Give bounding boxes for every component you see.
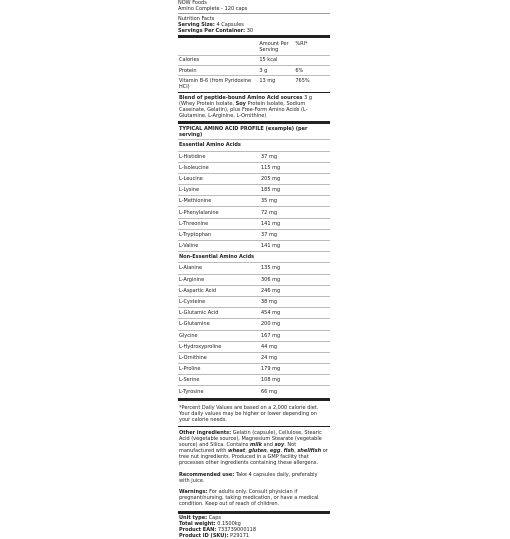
- amino-acid-amount: 66 mg: [261, 388, 277, 395]
- amino-acid-name: L-Hydroxyproline: [179, 343, 222, 350]
- divider: [178, 13, 330, 14]
- info-label: Total weight:: [179, 521, 216, 528]
- blend-amount: 3 g: [304, 94, 313, 101]
- amino-acid-amount: 141 mg: [261, 243, 281, 250]
- list-item: [178, 330, 330, 341]
- amino-acid-name: L-Glutamine: [179, 321, 210, 328]
- serving-size-value: 4 Capsules: [216, 22, 244, 29]
- blend-description: [178, 93, 330, 120]
- ingredients-text: and: [263, 442, 273, 449]
- amino-acid-name: L-Lysine: [179, 187, 200, 194]
- amino-acid-amount: 37 mg: [261, 231, 277, 238]
- amino-acid-amount: 37 mg: [261, 153, 277, 160]
- row-name: Vitamin B-6 (from Pyridoxine HCl): [178, 76, 258, 92]
- ingredients-label: Other ingredients:: [179, 429, 232, 436]
- blend-title: Blend of peptide-bound Amino Acid sources: [179, 94, 303, 101]
- info-value: 733739000118: [217, 527, 257, 534]
- divider: [178, 511, 330, 514]
- allergen-gluten: gluten: [248, 448, 267, 455]
- amino-acid-name: L-Glutamic Acid: [179, 310, 219, 317]
- allergen-wheat: wheat: [227, 448, 246, 455]
- amino-acid-amount: 35 mg: [261, 198, 277, 205]
- info-label: Unit type:: [179, 514, 208, 521]
- list-item: [178, 151, 330, 162]
- list-item: [178, 173, 330, 184]
- list-item: [178, 240, 330, 251]
- list-item: [178, 218, 330, 229]
- row-amount: 15 kcal: [258, 55, 294, 65]
- info-value: 0.1500kg: [217, 521, 241, 528]
- allergen-soy: Soy: [235, 100, 246, 107]
- ingredients-text: or tree nut ingredients. Produced in a GMP facility that processes other ingredients containing these allergens.: [179, 448, 328, 467]
- divider: [178, 35, 330, 38]
- list-item: [178, 296, 330, 307]
- amino-acid-amount: 135 mg: [261, 265, 281, 272]
- row-dv: 765%: [294, 76, 330, 92]
- amino-acid-name: L-Threonine: [179, 220, 209, 227]
- list-item: [178, 374, 330, 385]
- allergen-milk: milk: [249, 442, 262, 449]
- facts-table-header: [178, 39, 330, 55]
- list-item: [178, 307, 330, 318]
- dv-column-header: %RI*: [295, 41, 308, 48]
- list-item: [178, 206, 330, 217]
- ingredients-text: Gelatin (capsule), Cellulose, Stearic Acid (vegetable source), Magnesium Stearate (vegetable source) and Silica. Contains: [179, 429, 322, 449]
- divider: [178, 121, 330, 124]
- facts-title: Nutrition Facts: [178, 16, 215, 23]
- allergen-shellfish: shellfish: [297, 448, 322, 455]
- essential-amino-list: [178, 151, 330, 252]
- amino-acid-name: L-Cysteine: [179, 299, 206, 306]
- amino-acid-amount: 24 mg: [261, 354, 277, 361]
- essential-heading: Essential Amino Acids: [178, 139, 330, 150]
- amino-acid-amount: 185 mg: [261, 187, 281, 194]
- amino-acid-name: L-Valine: [179, 243, 199, 250]
- allergen-egg: egg: [269, 448, 281, 455]
- row-name: Calories: [178, 55, 258, 65]
- use-text: Take 4 capsules daily, preferably with juice.: [179, 471, 318, 484]
- blend-text: Protein Isolate, Sodium Caseinate, Gelatin), plus Free-Form Amino Acids (L-Glutamine, L-Arginine, L-Ornithine): [179, 100, 308, 120]
- list-item: [178, 385, 330, 396]
- table-row: [178, 76, 330, 92]
- amino-acid-name: L-Aspartic Acid: [179, 287, 217, 294]
- amino-acid-name: L-Arginine: [179, 276, 205, 283]
- amino-acid-name: L-Serine: [179, 377, 200, 384]
- servings-per-container: [178, 28, 330, 34]
- footnote: *Percent Daily Values are based on a 2,000 calorie diet. Your daily values may be higher or lower depending on your calorie needs.: [179, 404, 319, 423]
- amino-acid-name: L-Proline: [179, 366, 201, 373]
- list-item: [178, 262, 330, 273]
- table-row: [178, 66, 330, 76]
- facts-table: [178, 39, 330, 91]
- amount-column-header: Amount Per Serving: [259, 41, 289, 54]
- amino-acid-name: L-Tryptophan: [179, 231, 212, 238]
- row-amount: 13 mg: [258, 76, 294, 92]
- recommended-use: [178, 468, 330, 485]
- list-item: [178, 318, 330, 329]
- list-item: [178, 363, 330, 374]
- amino-acid-amount: 246 mg: [261, 287, 281, 294]
- amino-acid-amount: 38 mg: [261, 299, 277, 306]
- serving-size-label: Serving Size:: [178, 22, 215, 29]
- warnings-text: For adults only. Consult physician if pregnant/nursing, taking medication, or have a medical condition. Keep out of reach of children.: [179, 488, 319, 507]
- amino-acid-amount: 141 mg: [261, 220, 281, 227]
- list-item: [178, 195, 330, 206]
- list-item: [178, 352, 330, 363]
- list-item: [178, 341, 330, 352]
- row-name: Protein: [178, 66, 258, 76]
- info-value: Caps: [208, 514, 222, 521]
- brand-name: NOW Foods: [178, 0, 207, 6]
- amino-acid-name: L-Phenylalanine: [179, 209, 219, 216]
- list-item: [178, 274, 330, 285]
- allergen-soy: soy: [274, 442, 285, 449]
- amino-acid-amount: 179 mg: [261, 366, 281, 373]
- ingredients-text: . Not manufactured with: [179, 442, 297, 455]
- warnings-label: Warnings:: [179, 488, 208, 495]
- amino-acid-amount: 306 mg: [261, 276, 281, 283]
- product-name: Amino Complete - 120 caps: [178, 6, 248, 13]
- amino-acid-amount: 108 mg: [261, 377, 281, 384]
- supplement-facts-panel: [178, 0, 330, 539]
- amino-acid-name: L-Histidine: [179, 153, 206, 160]
- row-dv: 6%: [294, 66, 330, 76]
- servings-label: Servings Per Container:: [178, 28, 246, 35]
- amino-acid-amount: 115 mg: [261, 164, 281, 171]
- info-value: P29171: [230, 533, 250, 539]
- amino-acid-amount: 167 mg: [261, 332, 281, 339]
- amino-acid-name: L-Leucine: [179, 175, 203, 182]
- amino-acid-name: L-Isoleucine: [179, 164, 209, 171]
- use-label: Recommended use:: [179, 471, 235, 478]
- amino-acid-amount: 454 mg: [261, 310, 281, 317]
- amino-acid-name: L-Ornithine: [179, 354, 207, 361]
- servings-value: 30: [246, 28, 254, 35]
- profile-title: TYPICAL AMINO ACID PROFILE (example) (per serving): [179, 126, 308, 139]
- amino-acid-amount: 200 mg: [261, 321, 281, 328]
- blend-text: (Whey Protein Isolate,: [179, 100, 235, 107]
- list-item: [178, 285, 330, 296]
- table-row: [178, 55, 330, 65]
- amino-acid-name: L-Alanine: [179, 265, 203, 272]
- product-info: [178, 515, 330, 539]
- other-ingredients: Other ingredients: Gelatin (capsule), Cellulose, Stearic Acid (vegetable source), Magnesium Stearate (vegetable source) and Silica. Contains milk and soy. Not manufactured with wheat, gluten, egg, fish, shellfish or tree nut ingredients. Produced in a GMP facility that processes other ingredients containing these allergens.: [179, 429, 328, 467]
- amino-acid-amount: 44 mg: [261, 343, 277, 350]
- nonessential-heading: Non-Essential Amino Acids: [178, 251, 330, 262]
- list-item: [178, 162, 330, 173]
- amino-acid-name: L-Methionine: [179, 198, 212, 205]
- row-dv: [294, 55, 330, 65]
- allergen-fish: fish: [283, 448, 295, 455]
- amino-acid-name: Glycine: [179, 332, 198, 339]
- amino-acid-amount: 72 mg: [261, 209, 277, 216]
- amino-acid-amount: 205 mg: [261, 175, 281, 182]
- row-amount: 3 g: [258, 66, 294, 76]
- list-item: [178, 184, 330, 195]
- info-label: Product ID (SKU):: [179, 533, 229, 539]
- nonessential-amino-list: [178, 262, 330, 396]
- list-item: [178, 229, 330, 240]
- divider: [178, 398, 330, 401]
- amino-acid-name: L-Tyrosine: [179, 388, 204, 395]
- product-info-row: [179, 533, 330, 539]
- info-label: Product EAN:: [179, 527, 217, 534]
- warnings: [178, 485, 330, 510]
